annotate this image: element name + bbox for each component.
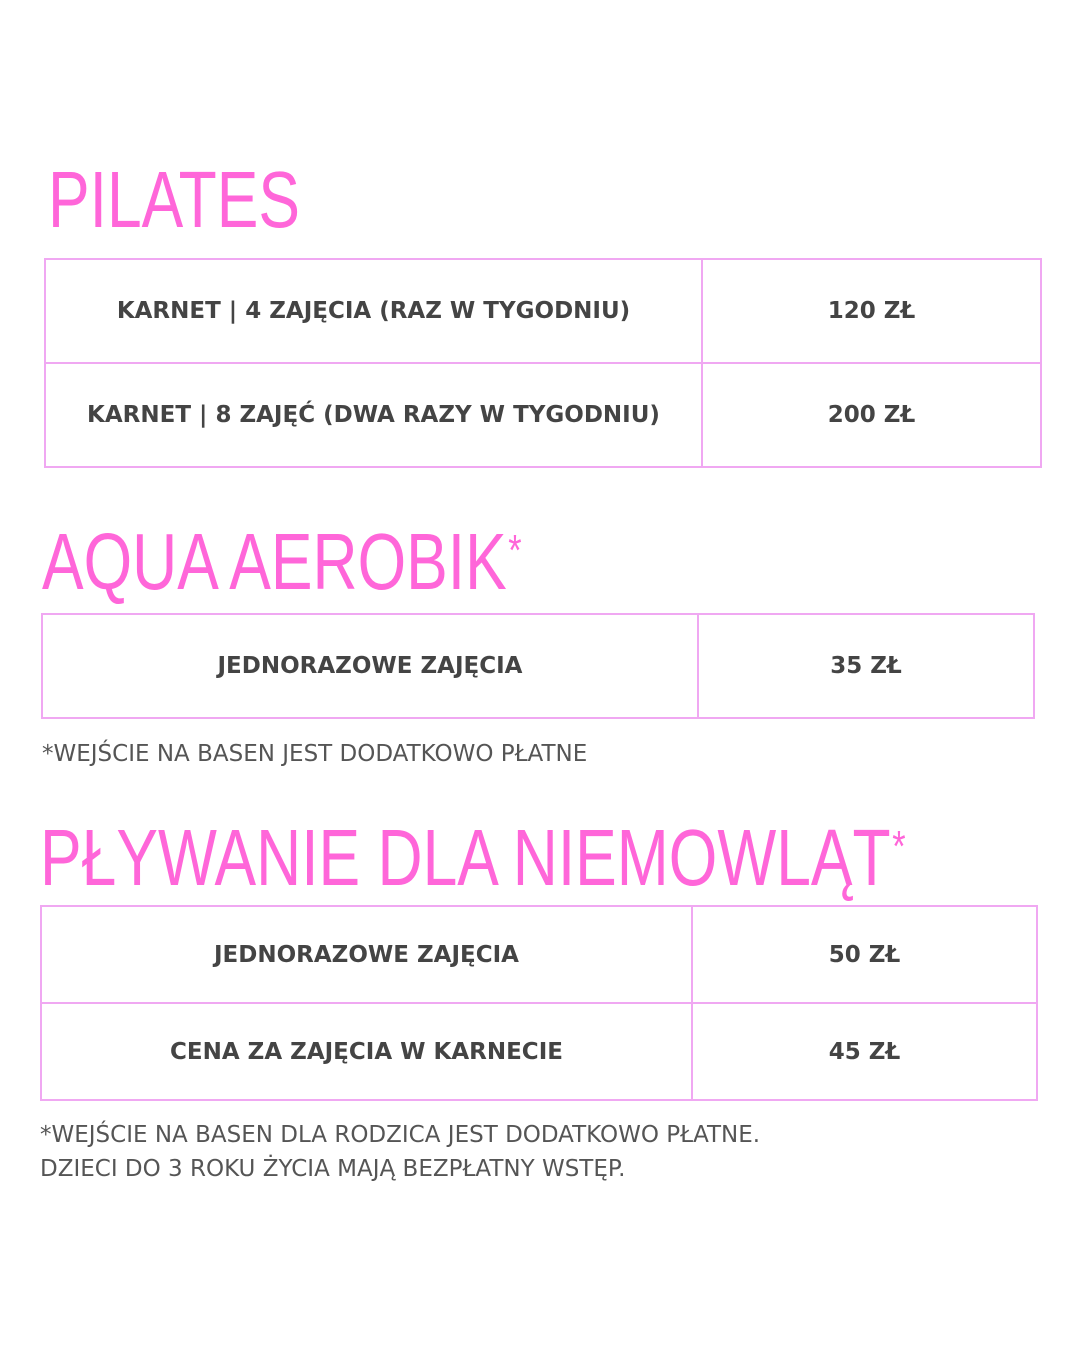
footnote-line: DZIECI DO 3 ROKU ŻYCIA MAJĄ BEZPŁATNY WSTĘP. (40, 1156, 626, 1182)
asterisk-mark: * (892, 821, 906, 871)
footnote-baby-swimming (40, 1118, 760, 1186)
section-title-text: PILATES (48, 155, 301, 244)
price-table-aqua-aerobik (41, 613, 1035, 719)
section-title-aqua-aerobik (42, 517, 522, 606)
offer-price: 45 ZŁ (692, 1003, 1037, 1100)
table-row (41, 906, 1037, 1003)
offer-label: CENA ZA ZAJĘCIA W KARNECIE (41, 1003, 692, 1100)
table-row (41, 1003, 1037, 1100)
offer-label: KARNET | 4 ZAJĘCIA (RAZ W TYGODNIU) (45, 259, 702, 363)
table-row (45, 259, 1041, 363)
price-table-pilates (44, 258, 1042, 468)
price-table-baby-swimming (40, 905, 1038, 1101)
offer-price: 50 ZŁ (692, 906, 1037, 1003)
offer-price: 200 ZŁ (702, 363, 1041, 467)
section-title-baby-swimming (40, 813, 906, 902)
table-row (42, 614, 1034, 718)
section-title-pilates (48, 155, 301, 244)
table-row (45, 363, 1041, 467)
offer-label: JEDNORAZOWE ZAJĘCIA (41, 906, 692, 1003)
footnote-aqua-aerobik: *WEJŚCIE NA BASEN JEST DODATKOWO PŁATNE (42, 741, 588, 767)
offer-label: KARNET | 8 ZAJĘĆ (DWA RAZY W TYGODNIU) (45, 363, 702, 467)
asterisk-mark: * (508, 525, 522, 575)
offer-price: 120 ZŁ (702, 259, 1041, 363)
section-title-text: PŁYWANIE DLA NIEMOWLĄT (40, 813, 891, 902)
offer-price: 35 ZŁ (698, 614, 1034, 718)
section-title-text: AQUA AEROBIK (42, 517, 507, 606)
offer-label: JEDNORAZOWE ZAJĘCIA (42, 614, 698, 718)
footnote-line: *WEJŚCIE NA BASEN DLA RODZICA JEST DODATKOWO PŁATNE. (40, 1122, 761, 1148)
